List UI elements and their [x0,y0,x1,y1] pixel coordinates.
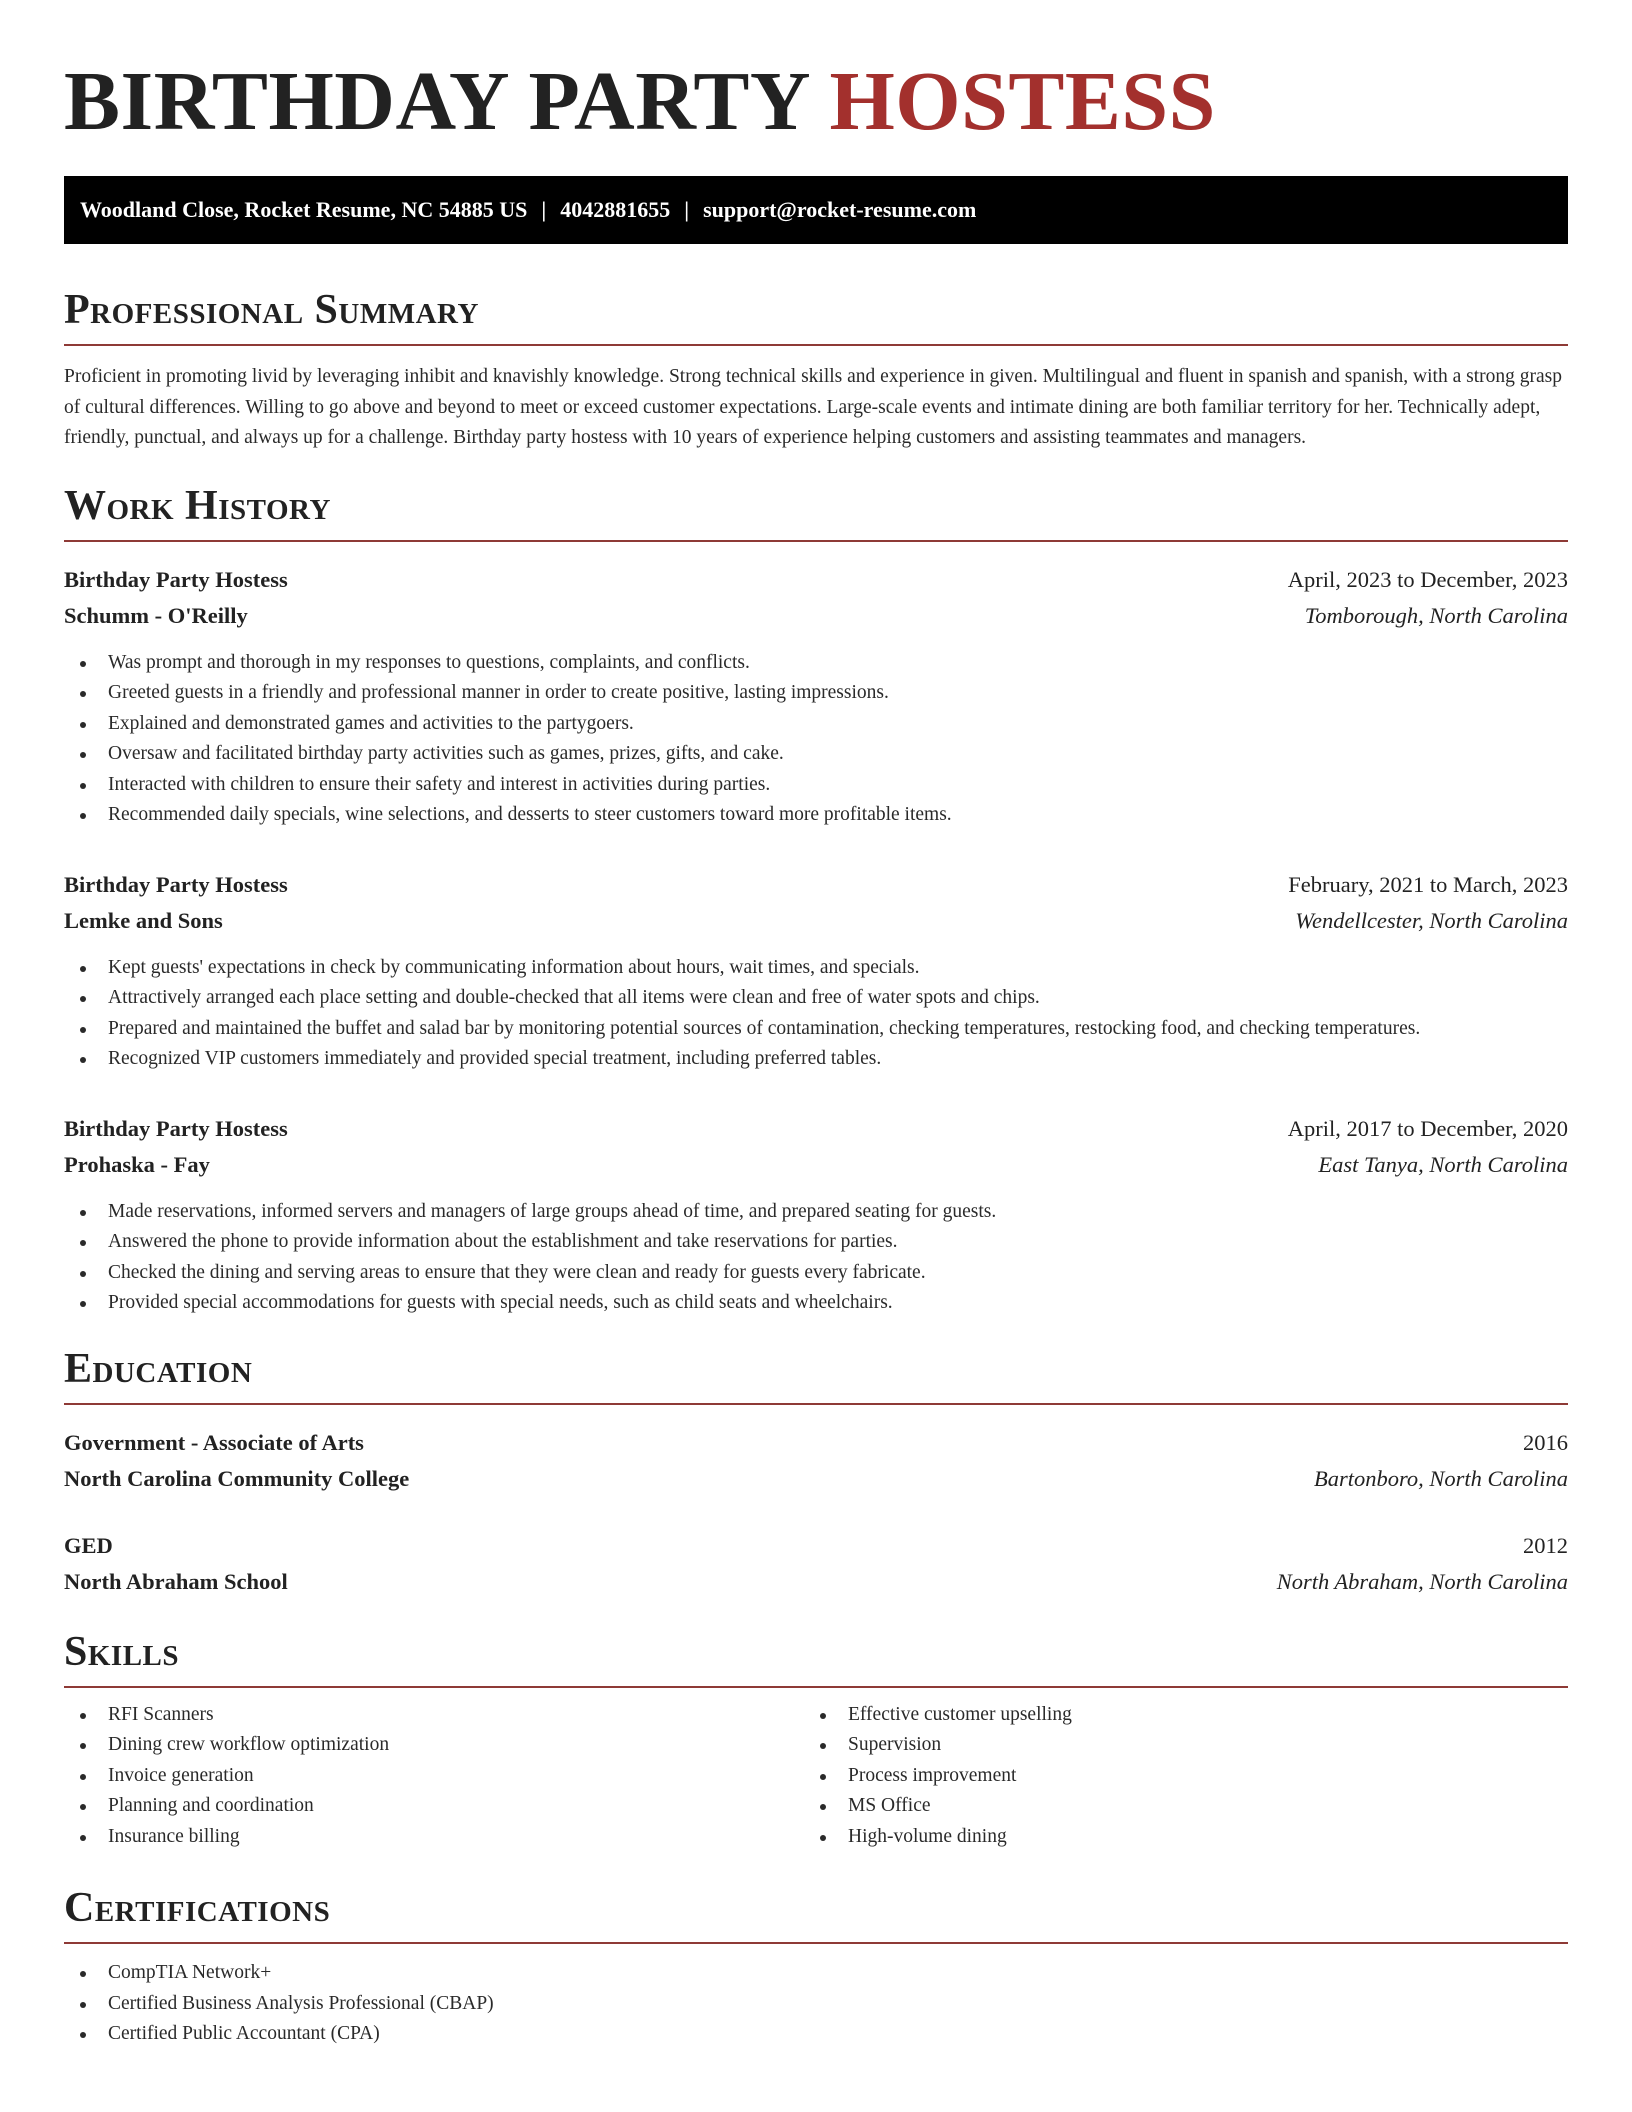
list-item: CompTIA Network+ [80,1958,1568,1989]
job-company-row [64,598,1568,634]
education-entry [64,1425,1568,1497]
work-history-heading: Work History [64,482,1568,542]
list-item: Oversaw and facilitated birthday party activities such as games, prizes, gifts, and cake. [80,739,1568,770]
education-heading: Education [64,1345,1568,1405]
list-item: Prepared and maintained the buffet and salad bar by monitoring potential sources of contamination, checking temperatures, restocking food, and checking temperatures. [80,1014,1568,1045]
job-role: Birthday Party Hostess [64,1115,288,1141]
list-item: Certified Public Accountant (CPA) [80,2019,1568,2050]
education-school-row [64,1461,1568,1497]
education-entry [64,1528,1568,1600]
list-item: Checked the dining and serving areas to ensure that they were clean and ready for guests every fabricate. [80,1258,1568,1289]
candidate-name [64,0,1568,148]
job-location: Tomborough, North Carolina [1304,602,1568,628]
job-entry [64,867,1568,1075]
job-company: Schumm - O'Reilly [64,602,248,628]
job-location: Wendellcester, North Carolina [1295,907,1568,933]
contact-phone[interactable]: 4042881655 [560,197,671,222]
list-item: Invoice generation [80,1761,804,1792]
job-duties [64,1197,1568,1319]
list-item: Supervision [820,1730,1544,1761]
list-item: Planning and coordination [80,1791,804,1822]
skills-heading: Skills [64,1628,1568,1688]
list-item: Process improvement [820,1761,1544,1792]
education-location: Bartonboro, North Carolina [1314,1465,1568,1491]
job-role: Birthday Party Hostess [64,871,288,897]
name-accent: HOSTESS [829,55,1216,148]
education-degree-row [64,1528,1568,1564]
contact-address: Woodland Close, Rocket Resume, NC 54885 US [80,197,528,222]
certifications-list [64,1958,1568,2050]
job-header-row [64,1111,1568,1147]
job-header-row [64,562,1568,598]
skills-columns [64,1700,1568,1853]
list-item: Greeted guests in a friendly and professional manner in order to create positive, lasting impressions. [80,678,1568,709]
job-header-row [64,867,1568,903]
job-company-row [64,903,1568,939]
education-school: North Carolina Community College [64,1465,410,1491]
list-item: Effective customer upselling [820,1700,1544,1731]
list-item: Provided special accommodations for guests with special needs, such as child seats and wheelchairs. [80,1288,1568,1319]
education-school-row [64,1564,1568,1600]
education-year: 2016 [1523,1429,1568,1455]
list-item: Certified Business Analysis Professional (CBAP) [80,1989,1568,2020]
list-item: MS Office [820,1791,1544,1822]
list-item: Dining crew workflow optimization [80,1730,804,1761]
job-dates: April, 2017 to December, 2020 [1287,1115,1568,1141]
contact-separator: | [684,197,690,222]
job-company-row [64,1147,1568,1183]
job-company: Prohaska - Fay [64,1151,210,1177]
list-item: Attractively arranged each place setting and double-checked that all items were clean and free of water spots and chips. [80,983,1568,1014]
list-item: Kept guests' expectations in check by communicating information about hours, wait times, and specials. [80,953,1568,984]
list-item: Was prompt and thorough in my responses to questions, complaints, and conflicts. [80,648,1568,679]
list-item: High-volume dining [820,1822,1544,1853]
list-item: Answered the phone to provide information about the establishment and take reservations for parties. [80,1227,1568,1258]
job-role: Birthday Party Hostess [64,566,288,592]
list-item: Recognized VIP customers immediately and provided special treatment, including preferred tables. [80,1044,1568,1075]
job-location: East Tanya, North Carolina [1318,1151,1568,1177]
contact-email[interactable]: support@rocket-resume.com [703,197,977,222]
name-primary: BIRTHDAY PARTY [64,55,808,148]
list-item: Interacted with children to ensure their safety and interest in activities during parties. [80,770,1568,801]
education-degree: Government - Associate of Arts [64,1429,364,1455]
summary-heading: Professional Summary [64,286,1568,346]
job-entry [64,1111,1568,1319]
education-degree: GED [64,1532,113,1558]
contact-bar [64,176,1568,244]
list-item: Recommended daily specials, wine selections, and desserts to steer customers toward more profitable items. [80,800,1568,831]
job-company: Lemke and Sons [64,907,223,933]
skills-list-left [64,1700,804,1853]
certifications-heading: Certifications [64,1884,1568,1944]
skills-list-right [804,1700,1544,1853]
list-item: Explained and demonstrated games and activities to the partygoers. [80,709,1568,740]
education-degree-row [64,1425,1568,1461]
job-duties [64,953,1568,1075]
list-item: Made reservations, informed servers and managers of large groups ahead of time, and prepared seating for guests. [80,1197,1568,1228]
education-school: North Abraham School [64,1568,288,1594]
job-entry [64,562,1568,831]
summary-text: Proficient in promoting livid by leveraging inhibit and knavishly knowledge. Strong technical skills and experience in given. Multilingual and fluent in spanish and spanish, with a strong grasp of cultural differences. Willing to go above and beyond to meet or exceed customer expectations. Large-scale events and intimate dining are both familiar territory for her. Technically adept, friendly, punctual, and always up for a challenge. Birthday party hostess with 10 years of experience helping customers and assisting teammates and managers. [64,366,1562,448]
list-item: RFI Scanners [80,1700,804,1731]
education-location: North Abraham, North Carolina [1276,1568,1568,1594]
job-duties [64,648,1568,831]
list-item: Insurance billing [80,1822,804,1853]
education-year: 2012 [1523,1532,1568,1558]
contact-separator: | [541,197,547,222]
job-dates: April, 2023 to December, 2023 [1287,566,1568,592]
job-dates: February, 2021 to March, 2023 [1288,871,1568,897]
